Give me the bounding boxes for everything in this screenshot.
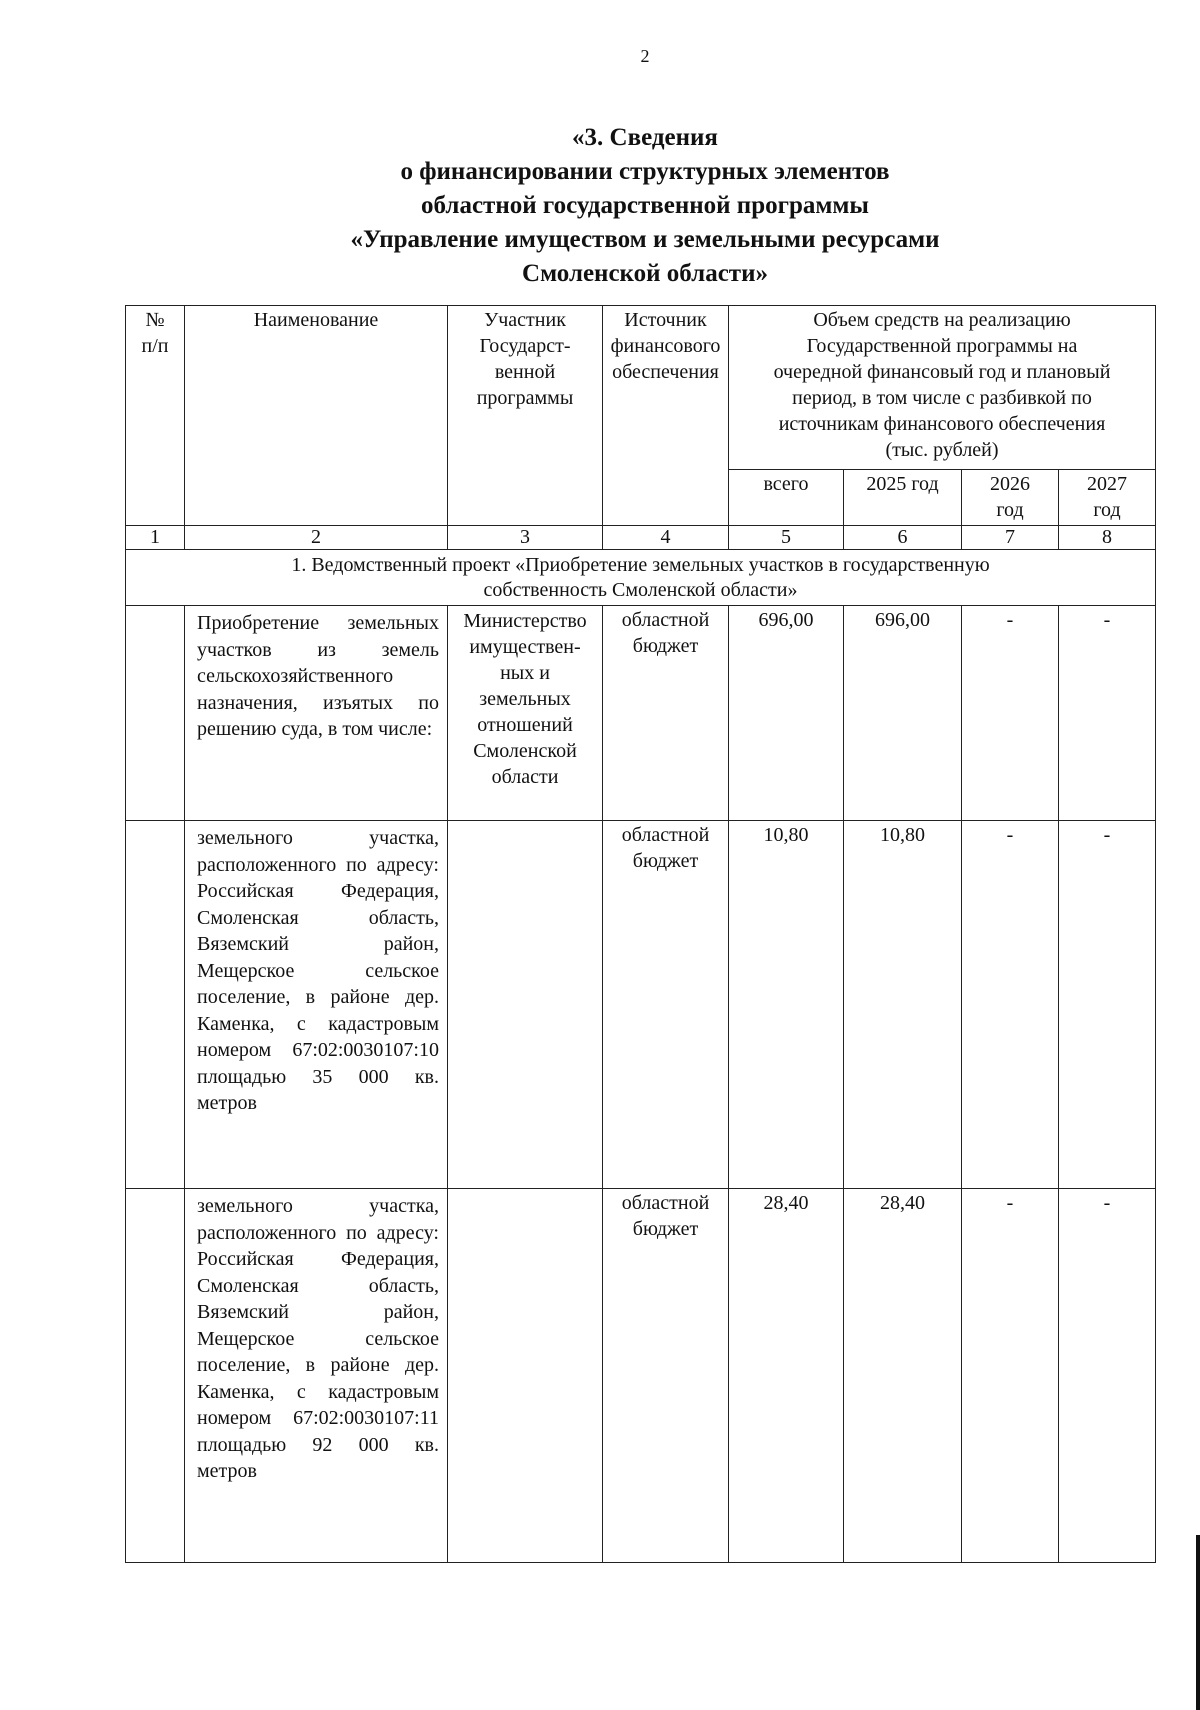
header-2027 xyxy=(1059,470,1156,526)
header-num-line: № xyxy=(145,309,165,331)
column-number: 5 xyxy=(729,526,844,550)
section-row xyxy=(126,550,1156,606)
header-volume-line: (тыс. рублей) xyxy=(885,439,999,461)
row-2027: - xyxy=(1059,606,1156,821)
header-2026 xyxy=(962,470,1059,526)
row-num xyxy=(126,1189,185,1563)
title-line: областной государственной программы xyxy=(421,192,869,219)
row-participant-line: имуществен- xyxy=(469,636,581,658)
row-source-line: бюджет xyxy=(632,635,699,657)
column-number: 2 xyxy=(185,526,448,550)
column-number: 7 xyxy=(962,526,1059,550)
row-2026: - xyxy=(962,821,1059,1189)
header-participant xyxy=(448,306,603,526)
row-participant-line: области xyxy=(491,766,559,788)
header-total: всего xyxy=(729,470,844,526)
header-volume-line: период, в том числе с разбивкой по xyxy=(792,387,1092,409)
row-participant-line: ных и xyxy=(500,662,550,684)
header-participant-line: Участник xyxy=(484,309,566,331)
row-2026: - xyxy=(962,1189,1059,1563)
row-total: 28,40 xyxy=(729,1189,844,1563)
header-volume-line: Объем средств на реализацию xyxy=(813,309,1071,331)
column-number: 1 xyxy=(126,526,185,550)
row-participant xyxy=(448,1189,603,1563)
header-volume-line: источникам финансового обеспечения xyxy=(778,413,1106,435)
row-name: Приобретение земельных участков из земель сельскохозяйственного назначения, изъятых по решению суда, в том числе: xyxy=(185,606,448,821)
header-num xyxy=(126,306,185,526)
header-2025: 2025 год xyxy=(844,470,962,526)
header-volume xyxy=(729,306,1156,470)
row-source-line: областной xyxy=(621,1192,710,1214)
section-title xyxy=(126,550,1156,606)
row-source xyxy=(603,821,729,1189)
scan-edge-mark xyxy=(1196,1535,1200,1710)
row-source-line: бюджет xyxy=(632,1218,699,1240)
row-participant xyxy=(448,606,603,821)
title-line: «Управление имуществом и земельными ресурсами xyxy=(350,226,940,253)
row-total: 696,00 xyxy=(729,606,844,821)
row-source-line: областной xyxy=(621,824,710,846)
row-source-line: областной xyxy=(621,609,710,631)
header-volume-line: очередной финансовый год и плановый xyxy=(773,361,1111,383)
header-participant-line: венной xyxy=(494,361,556,383)
header-2026-line: год xyxy=(996,499,1024,521)
document-title xyxy=(0,121,1200,291)
row-source-line: бюджет xyxy=(632,850,699,872)
row-num xyxy=(126,606,185,821)
table-row xyxy=(126,821,1156,1189)
financing-table xyxy=(125,305,1156,1563)
page-number: 2 xyxy=(640,46,650,66)
header-source-line: финансового xyxy=(610,335,721,357)
header-2027-line: год xyxy=(1093,499,1121,521)
row-2025: 10,80 xyxy=(844,821,962,1189)
header-volume-line: Государственной программы на xyxy=(806,335,1078,357)
row-2027: - xyxy=(1059,1189,1156,1563)
section-title-line: собственность Смоленской области» xyxy=(483,579,798,601)
header-row xyxy=(126,306,1156,470)
row-total: 10,80 xyxy=(729,821,844,1189)
row-participant-line: отношений xyxy=(477,714,573,736)
column-number-row xyxy=(126,526,1156,550)
row-2025: 696,00 xyxy=(844,606,962,821)
row-participant xyxy=(448,821,603,1189)
header-2026-line: 2026 xyxy=(990,473,1030,495)
row-participant-line: Министерство xyxy=(463,610,587,632)
column-number: 4 xyxy=(603,526,729,550)
table-row xyxy=(126,1189,1156,1563)
header-source-line: обеспечения xyxy=(612,361,719,383)
header-participant-line: программы xyxy=(476,387,574,409)
header-source-line: Источник xyxy=(624,309,707,331)
column-number: 3 xyxy=(448,526,603,550)
title-line: о финансировании структурных элементов xyxy=(400,158,890,185)
header-num-line: п/п xyxy=(141,335,169,357)
table-row xyxy=(126,606,1156,821)
row-participant-line: Смоленской xyxy=(473,740,577,762)
row-name: земельного участка, расположенного по адресу: Российская Федерация, Смоленская область, Вяземский район, Мещерское сельское поселение, в районе дер. Каменка, с кадастровым номером 67:02:0030107:11 площадью 92 000 кв. метров xyxy=(185,1189,448,1563)
title-line: «3. Сведения xyxy=(572,124,718,151)
row-2025: 28,40 xyxy=(844,1189,962,1563)
row-participant-line: земельных xyxy=(479,688,571,710)
column-number: 6 xyxy=(844,526,962,550)
section-title-line: 1. Ведомственный проект «Приобретение земельных участков в государственную xyxy=(291,554,990,576)
header-participant-line: Государст- xyxy=(479,335,571,357)
column-number: 8 xyxy=(1059,526,1156,550)
row-name: земельного участка, расположенного по адресу: Российская Федерация, Смоленская область, Вяземский район, Мещерское сельское поселение, в районе дер. Каменка, с кадастровым номером 67:02:0030107:10 площадью 35 000 кв. метров xyxy=(185,821,448,1189)
row-source xyxy=(603,606,729,821)
row-2026: - xyxy=(962,606,1059,821)
title-line: Смоленской области» xyxy=(522,260,768,287)
header-2027-line: 2027 xyxy=(1087,473,1127,495)
header-name: Наименование xyxy=(185,306,448,526)
header-source xyxy=(603,306,729,526)
row-2027: - xyxy=(1059,821,1156,1189)
row-source xyxy=(603,1189,729,1563)
row-num xyxy=(126,821,185,1189)
